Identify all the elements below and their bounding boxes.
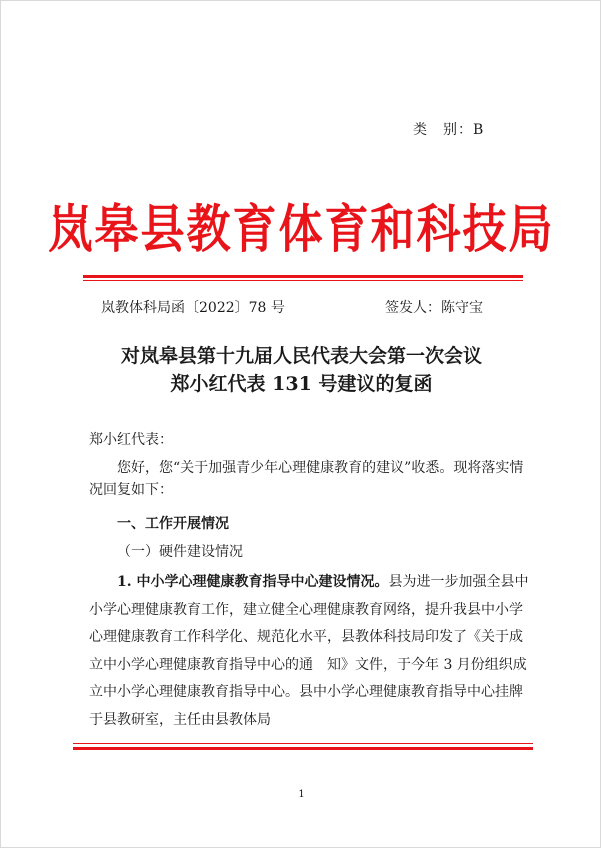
red-header-rule-thick	[83, 275, 523, 278]
body-paragraph	[89, 569, 529, 734]
salutation: 郑小红代表：	[89, 432, 173, 448]
paragraph-text: 县为进一步加强全县中小学心理健康教育工作，建立健全心理健康教育网络，提升我县中小学心理健康教育工作科学化、规范化水平，县教体科技局印发了《关于成立中小学心理健康教育指导中心的通 知》文件，于今年 3 月份组织成立中小学心理健康教育指导中心。县中小学心理健康教育指导中心挂牌于县教研室，主任由县教体局	[89, 574, 529, 728]
section-heading: 一、工作开展情况	[117, 516, 229, 532]
issuer-signature: 签发人：陈守宝	[385, 300, 483, 316]
paragraph-lead: 1. 中小学心理健康教育指导中心建设情况。	[117, 574, 389, 590]
issuing-organization-title: 岚皋县教育体育和科技局	[48, 199, 555, 261]
document-title-line-2: 郑小红代表 131 号建议的复函	[170, 373, 433, 395]
document-title-line-1: 对岚皋县第十九届人民代表大会第一次会议	[120, 345, 482, 367]
page-number: 1	[298, 789, 305, 800]
intro-paragraph: 您好，您“关于加强青少年心理健康教育的建议”收悉。现将落实情况回复如下：	[89, 460, 524, 498]
document-category: 类 别：B	[413, 122, 485, 138]
subsection-heading: （一）硬件建设情况	[117, 544, 243, 560]
red-footer-rule-thick	[73, 747, 533, 750]
red-footer-rule-thin	[73, 743, 533, 744]
document-number: 岚教体科局函〔2022〕78 号	[101, 300, 285, 316]
red-header-rule-thin	[83, 280, 523, 281]
